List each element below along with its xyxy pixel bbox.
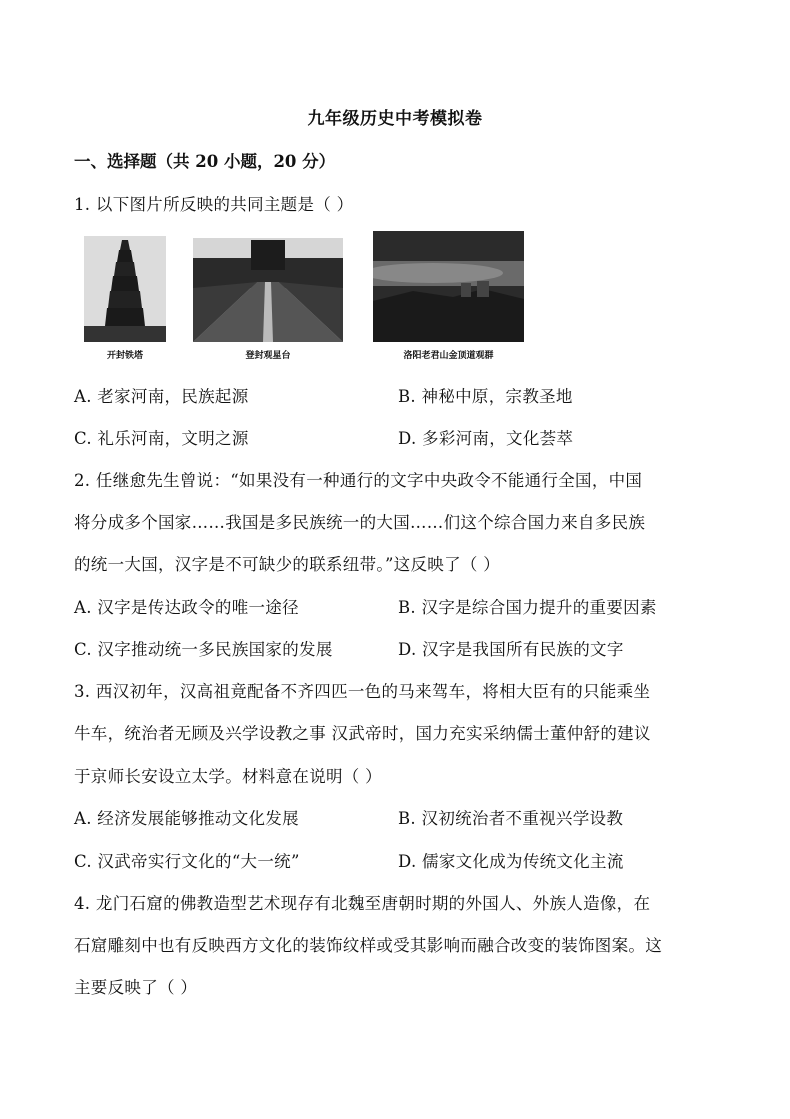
q1-option-c: C. 礼乐河南，文明之源 bbox=[74, 429, 249, 448]
caption-iron-pagoda: 开封铁塔 bbox=[106, 351, 143, 361]
q4-stem-line1: 4. 龙门石窟的佛教造型艺术现存有北魏至唐朝时期的外国人、外族人造像，在 bbox=[74, 894, 651, 913]
q2-option-d: D. 汉字是我国所有民族的文字 bbox=[398, 640, 624, 659]
q2-option-a: A. 汉字是传达政令的唯一途径 bbox=[74, 598, 299, 617]
q3-stem-line3: 于京师长安设立太学。材料意在说明（ ） bbox=[74, 767, 382, 786]
q2-option-c: C. 汉字推动统一多民族国家的发展 bbox=[74, 640, 333, 659]
mountain-temple-image bbox=[373, 231, 524, 342]
q1-option-a: A. 老家河南，民族起源 bbox=[74, 387, 249, 406]
observatory-image bbox=[193, 238, 343, 342]
q4-stem-line3: 主要反映了（ ） bbox=[74, 978, 198, 997]
q2-option-b: B. 汉字是综合国力提升的重要因素 bbox=[398, 598, 657, 617]
caption-observatory: 登封观星台 bbox=[245, 351, 291, 361]
q3-option-d: D. 儒家文化成为传统文化主流 bbox=[398, 852, 624, 871]
q3-option-a: A. 经济发展能够推动文化发展 bbox=[74, 809, 299, 828]
section-heading: 一、选择题（共 20 小题，20 分） bbox=[74, 152, 336, 171]
q4-stem-line2: 石窟雕刻中也有反映西方文化的装饰纹样或受其影响而融合改变的装饰图案。这 bbox=[74, 936, 662, 955]
q2-stem-line3: 的统一大国，汉字是不可缺少的联系纽带。”这反映了（ ） bbox=[74, 555, 501, 574]
caption-mountain-temple: 洛阳老君山金顶道观群 bbox=[403, 351, 494, 361]
q3-option-c: C. 汉武帝实行文化的“大一统” bbox=[74, 852, 300, 871]
exam-title: 九年级历史中考模拟卷 bbox=[307, 109, 483, 129]
q1-option-d: D. 多彩河南，文化荟萃 bbox=[398, 429, 574, 448]
q1-stem: 1. 以下图片所反映的共同主题是（ ） bbox=[74, 195, 354, 214]
q1-option-b: B. 神秘中原，宗教圣地 bbox=[398, 387, 573, 406]
q2-stem-line2: 将分成多个国家……我国是多民族统一的大国……们这个综合国力来自多民族 bbox=[74, 513, 646, 532]
q3-option-b: B. 汉初统治者不重视兴学设教 bbox=[398, 809, 624, 828]
q3-stem-line2: 牛车，统治者无顾及兴学设教之事 汉武帝时，国力充实采纳儒士董仲舒的建议 bbox=[74, 724, 651, 743]
iron-pagoda-image bbox=[84, 236, 166, 342]
q2-stem-line1: 2. 任继愈先生曾说：“如果没有一种通行的文字中央政令不能通行全国，中国 bbox=[74, 471, 643, 490]
q3-stem-line1: 3. 西汉初年，汉高祖竟配备不齐四匹一色的马来驾车，将相大臣有的只能乘坐 bbox=[74, 682, 651, 701]
